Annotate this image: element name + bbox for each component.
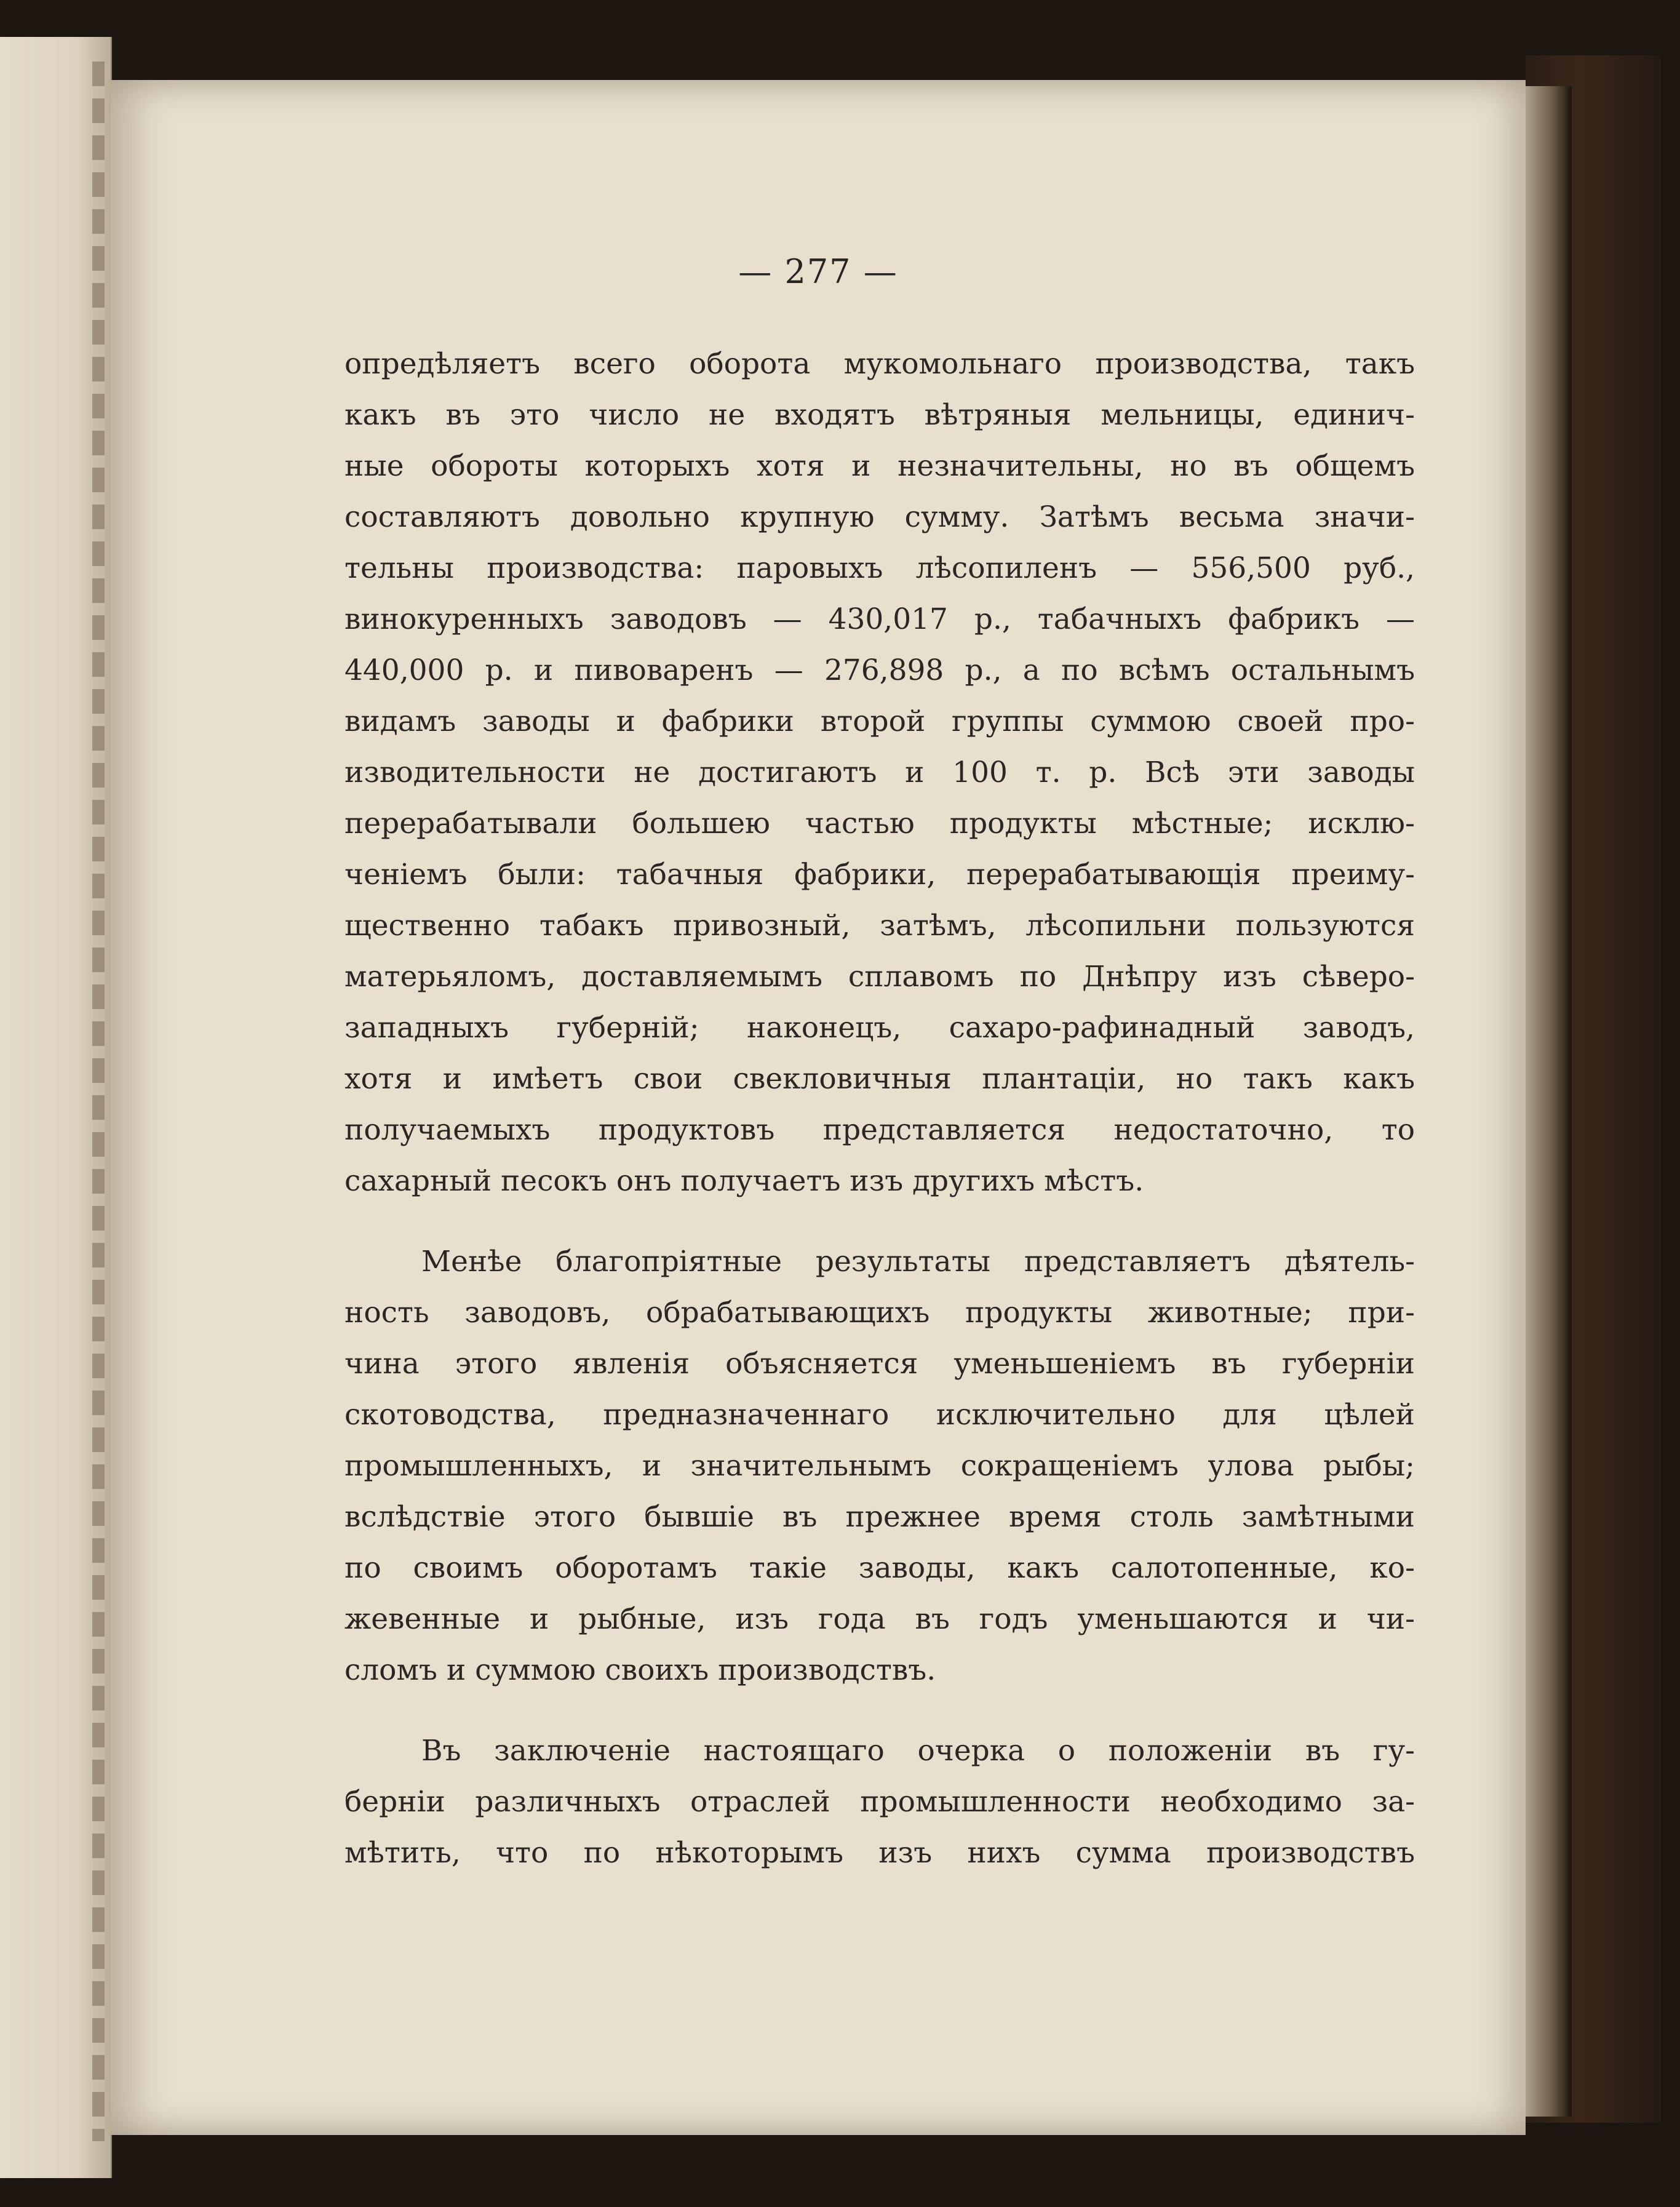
book-page: [111, 80, 1526, 2135]
paragraph-gap: [344, 1696, 1415, 1725]
text-line: видамъ заводы и фабрики второй группы суммою своей про-: [344, 704, 1415, 738]
page-number: — 277 —: [738, 252, 898, 291]
text-line: скотоводства, предназначеннаго исключительно для цѣлей: [344, 1398, 1415, 1432]
text-line: вслѣдствіе этого бывшіе въ прежнее время столь замѣтными: [344, 1500, 1415, 1534]
paragraph-gap: [344, 1207, 1415, 1236]
text-line: ные обороты которыхъ хотя и незначительны, но въ общемъ: [344, 449, 1415, 483]
text-line: Менѣе благопріятные результаты представляетъ дѣятель-: [421, 1245, 1415, 1279]
page-text: [344, 338, 1415, 1878]
text-line: промышленныхъ, и значительнымъ сокращеніемъ улова рыбы;: [344, 1449, 1415, 1483]
text-line: получаемыхъ продуктовъ представляется недостаточно, то: [344, 1113, 1415, 1147]
text-line: составляютъ довольно крупную сумму. Затѣмъ весьма значи-: [344, 500, 1415, 534]
text-line: матерьяломъ, доставляемымъ сплавомъ по Днѣпру изъ сѣверо-: [344, 960, 1415, 994]
text-line: западныхъ губерній; наконецъ, сахаро-рафинадный заводъ,: [344, 1011, 1415, 1045]
text-line: сломъ и суммою своихъ производствъ.: [344, 1653, 936, 1687]
text-line: какъ въ это число не входятъ вѣтряныя мельницы, единич-: [344, 398, 1415, 432]
text-line: хотя и имѣетъ свои свекловичныя плантаціи, но такъ какъ: [344, 1062, 1415, 1096]
text-line: Въ заключеніе настоящаго очерка о положеніи въ гу-: [421, 1734, 1415, 1768]
text-line: сахарный песокъ онъ получаетъ изъ другихъ мѣстъ.: [344, 1164, 1144, 1198]
text-line: винокуренныхъ заводовъ — 430,017 р., табачныхъ фабрикъ —: [344, 602, 1415, 636]
text-line: по своимъ оборотамъ такіе заводы, какъ салотопенные, ко-: [344, 1551, 1415, 1585]
paragraph-3: [344, 1725, 1415, 1878]
text-line: ность заводовъ, обрабатывающихъ продукты животные; при-: [344, 1296, 1415, 1330]
text-line: жевенные и рыбные, изъ года въ годъ уменьшаются и чи-: [344, 1602, 1415, 1636]
text-line: чина этого явленія объясняется уменьшеніемъ въ губерніи: [344, 1347, 1415, 1381]
text-line: мѣтить, что по нѣкоторымъ изъ нихъ сумма производствъ: [344, 1836, 1415, 1870]
text-line: ченіемъ были: табачныя фабрики, перерабатывающія преиму-: [344, 858, 1415, 892]
paragraph-1: [344, 338, 1415, 1207]
text-line: тельны производства: паровыхъ лѣсопиленъ — 556,500 руб.,: [344, 551, 1415, 585]
text-line: опредѣляетъ всего оборота мукомольнаго производства, такъ: [344, 347, 1415, 381]
text-line: берніи различныхъ отраслей промышленности необходимо за-: [344, 1785, 1415, 1819]
text-line: 440,000 р. и пивоваренъ — 276,898 р., а по всѣмъ остальнымъ: [344, 653, 1415, 687]
page-stack-edge: [1523, 86, 1572, 2117]
text-line: щественно табакъ привозный, затѣмъ, лѣсопильни пользуются: [344, 909, 1415, 943]
text-line: перерабатывали большею частью продукты мѣстные; исклю-: [344, 807, 1415, 840]
book-spine-stitching: [92, 62, 105, 2141]
text-line: изводительности не достигаютъ и 100 т. р. Всѣ эти заводы: [344, 756, 1415, 789]
paragraph-2: [344, 1236, 1415, 1696]
